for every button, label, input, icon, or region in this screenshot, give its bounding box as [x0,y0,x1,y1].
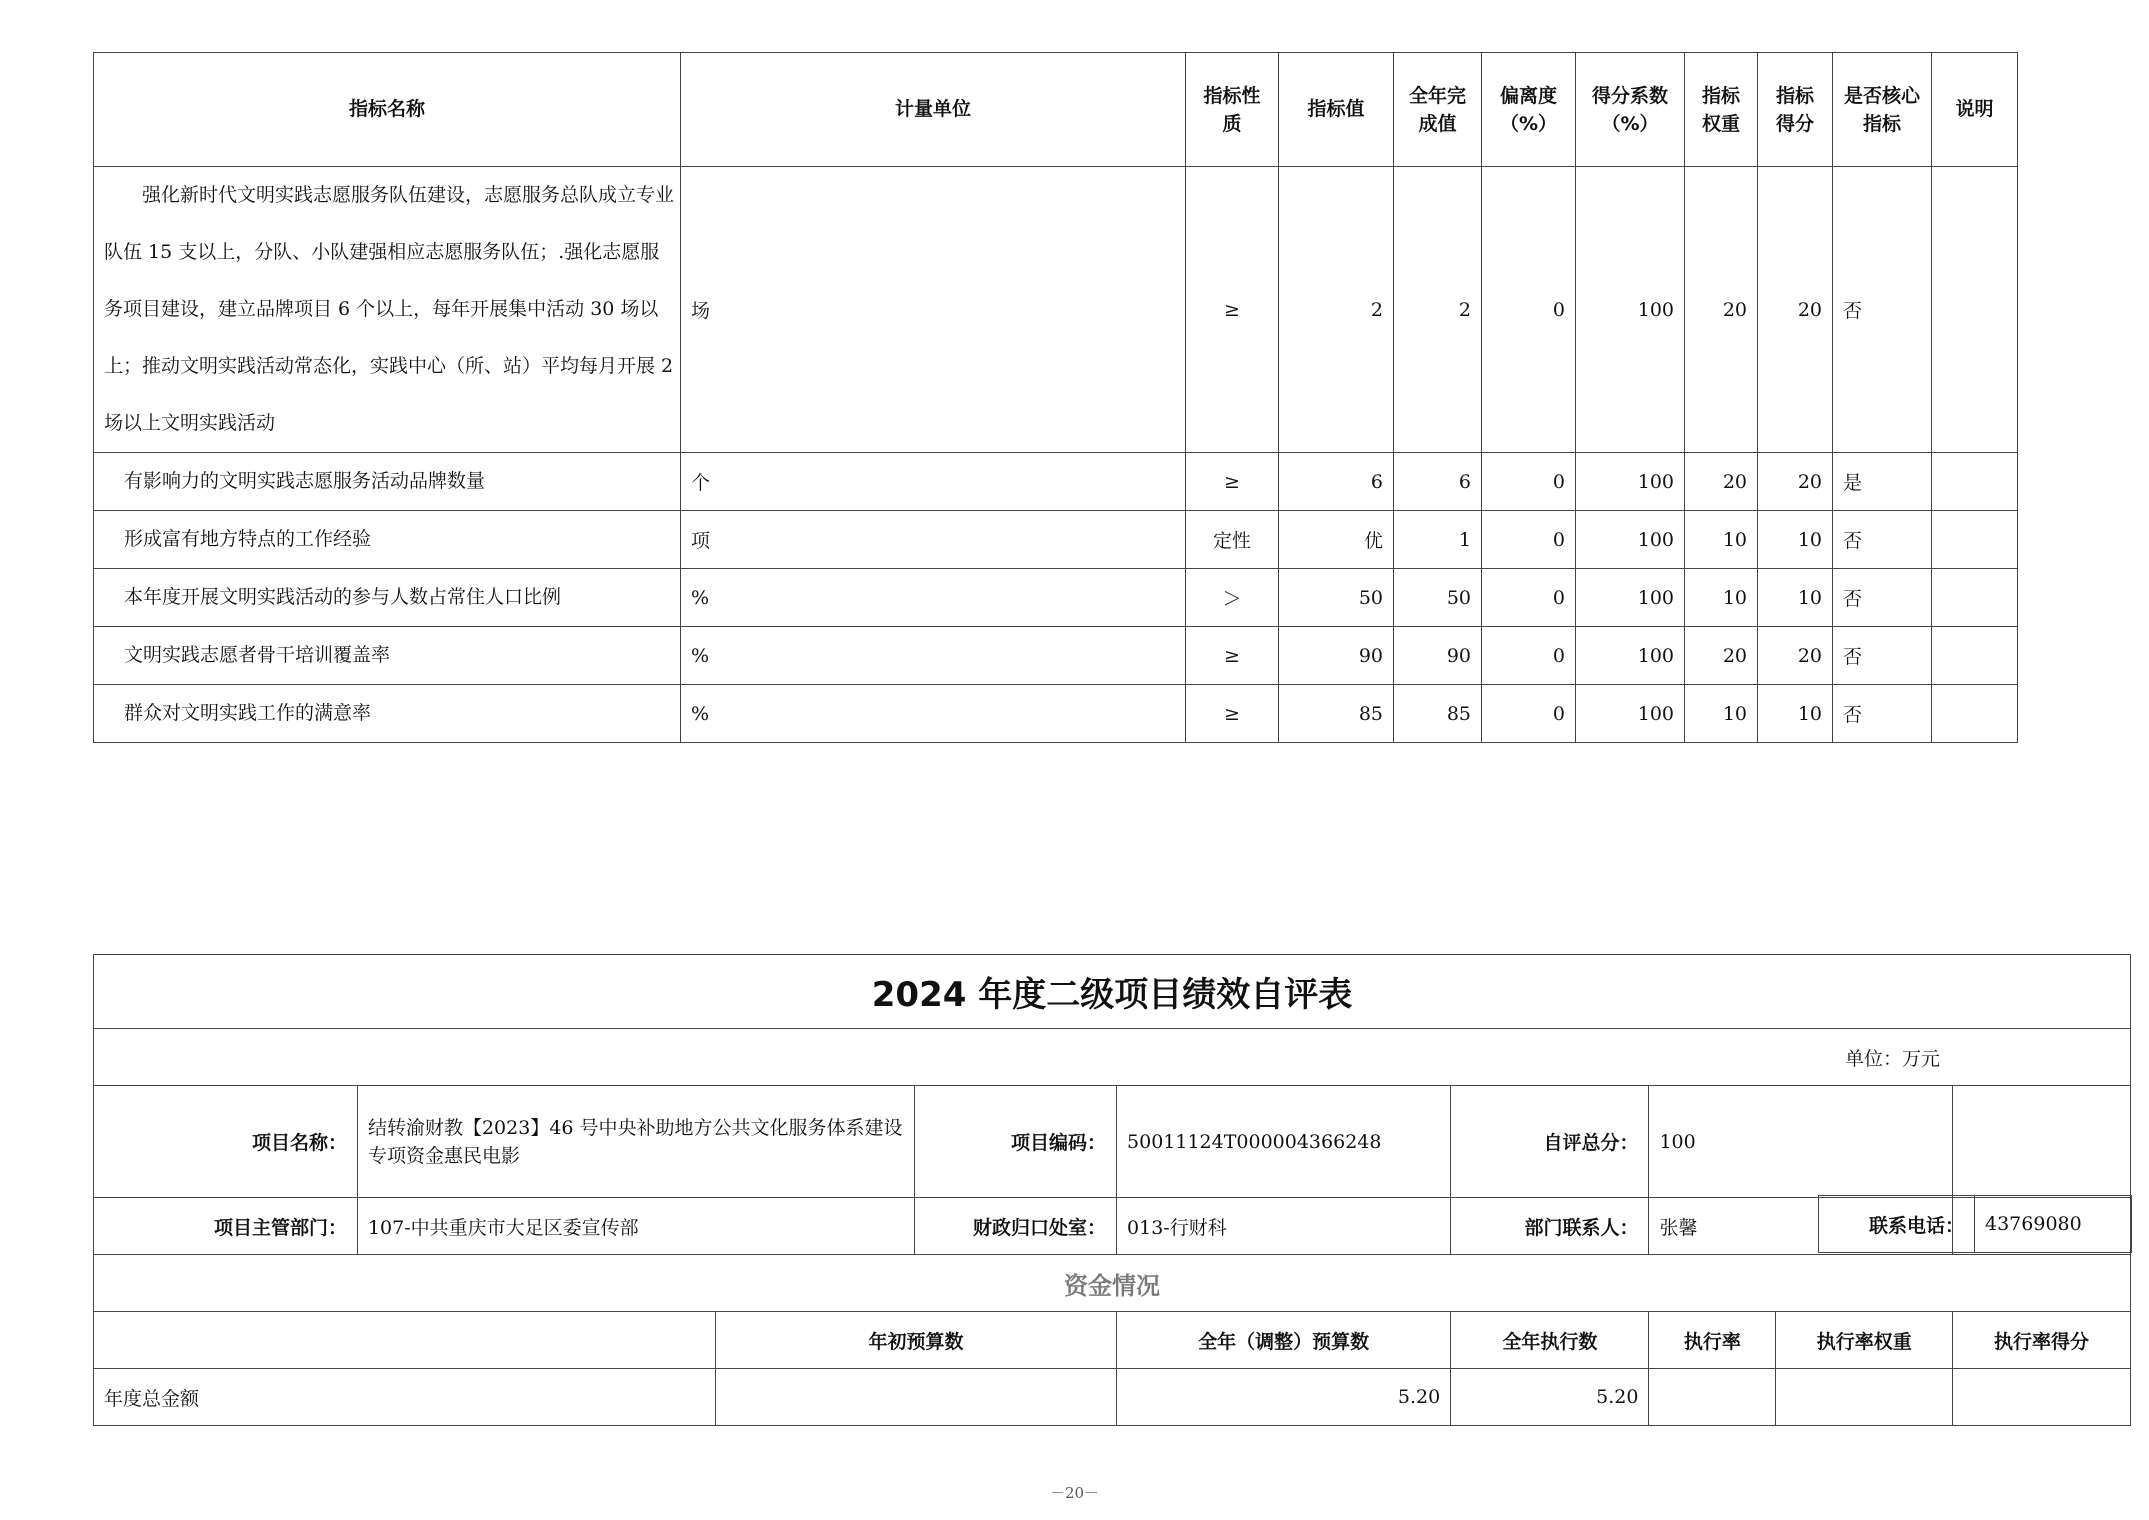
table-row [94,511,2018,569]
indicator-nature: ≥ [1186,167,1279,453]
indicator-core: 否 [1833,569,1932,627]
funds-section-heading: 资金情况 [94,1255,2131,1312]
indicator-note [1932,685,2018,743]
indicator-unit: 项 [681,511,1186,569]
header-target: 指标值 [1279,53,1394,167]
indicator-note [1932,453,2018,511]
indicator-score: 20 [1758,627,1833,685]
finance-label: 财政归口处室： [915,1198,1117,1255]
indicator-weight: 10 [1685,511,1758,569]
project-code-label: 项目编码： [915,1086,1117,1198]
funds-header-adjusted: 全年（调整）预算数 [1117,1312,1451,1369]
funds-initial [715,1369,1116,1426]
table-row [94,627,2018,685]
indicator-deviation: 0 [1482,569,1576,627]
funds-header-initial: 年初预算数 [715,1312,1116,1369]
indicator-note [1932,167,2018,453]
phone-label: 联系电话： [1819,1196,1975,1253]
indicator-weight: 20 [1685,453,1758,511]
indicator-note [1932,511,2018,569]
indicator-unit: % [681,627,1186,685]
indicator-deviation: 0 [1482,453,1576,511]
indicator-score: 10 [1758,685,1833,743]
header-unit: 计量单位 [681,53,1186,167]
funds-row-label: 年度总金额 [94,1369,716,1426]
indicator-coef: 100 [1576,569,1685,627]
indicator-weight: 10 [1685,685,1758,743]
funds-adjusted: 5.20 [1117,1369,1451,1426]
indicator-target: 50 [1279,569,1394,627]
indicator-actual: 50 [1394,569,1482,627]
self-score-label: 自评总分： [1451,1086,1649,1198]
header-core: 是否核心 指标 [1833,53,1932,167]
table-row [94,1369,2131,1426]
header-note: 说明 [1932,53,2018,167]
indicator-deviation: 0 [1482,511,1576,569]
header-score: 指标 得分 [1758,53,1833,167]
indicator-actual: 2 [1394,167,1482,453]
indicator-core: 否 [1833,511,1932,569]
indicator-target: 90 [1279,627,1394,685]
indicator-nature: ＞ [1186,569,1279,627]
dept-label: 项目主管部门： [94,1198,358,1255]
indicator-score: 10 [1758,511,1833,569]
indicator-name: 强化新时代文明实践志愿服务队伍建设，志愿服务总队成立专业队伍 15 支以上，分队、小队建强相应志愿服务队伍；.强化志愿服务项目建设，建立品牌项目 6 个以上，每年开展集中活动 30 场以上；推动文明实践活动常态化，实践中心（所、站）平均每月开展 2 场以上文明实践活动 [94,167,681,453]
funds-header-executed: 全年执行数 [1451,1312,1649,1369]
phone-table [1818,1195,2132,1253]
funds-rate-weight [1776,1369,1953,1426]
indicator-weight: 20 [1685,167,1758,453]
table-row [94,685,2018,743]
page-number: －20－ [1049,1484,1100,1502]
indicator-nature: 定性 [1186,511,1279,569]
indicator-coef: 100 [1576,511,1685,569]
indicator-core: 否 [1833,685,1932,743]
indicator-note [1932,569,2018,627]
indicator-unit: 个 [681,453,1186,511]
indicator-nature: ≥ [1186,453,1279,511]
indicator-target: 6 [1279,453,1394,511]
table-row [94,167,2018,453]
indicator-deviation: 0 [1482,167,1576,453]
indicator-score: 20 [1758,453,1833,511]
indicator-score: 10 [1758,569,1833,627]
dept-value: 107-中共重庆市大足区委宣传部 [357,1198,914,1255]
page-title: 2024 年度二级项目绩效自评表 [94,955,2131,1029]
unit-label: 单位：万元 [94,1029,2131,1086]
project-name: 结转渝财教【2023】46 号中央补助地方公共文化服务体系建设专项资金惠民电影 [357,1086,914,1198]
funds-executed: 5.20 [1451,1369,1649,1426]
contact-label: 部门联系人： [1451,1198,1649,1255]
funds-header-rate-score: 执行率得分 [1953,1312,2131,1369]
indicator-coef: 100 [1576,453,1685,511]
indicator-unit: 场 [681,167,1186,453]
indicator-header-row [94,53,2018,167]
indicator-unit: % [681,569,1186,627]
indicator-target: 优 [1279,511,1394,569]
self-score: 100 [1649,1086,1953,1198]
indicator-actual: 6 [1394,453,1482,511]
funds-header-rate-weight: 执行率权重 [1776,1312,1953,1369]
indicator-weight: 20 [1685,627,1758,685]
indicator-core: 是 [1833,453,1932,511]
indicator-target: 2 [1279,167,1394,453]
indicator-target: 85 [1279,685,1394,743]
project-code: 50011124T000004366248 [1117,1086,1451,1198]
table-row [94,569,2018,627]
indicator-name: 形成富有地方特点的工作经验 [94,511,681,569]
indicator-name: 本年度开展文明实践活动的参与人数占常住人口比例 [94,569,681,627]
header-coef: 得分系数 （%） [1576,53,1685,167]
indicator-name: 有影响力的文明实践志愿服务活动品牌数量 [94,453,681,511]
table-row [94,453,2018,511]
project-name-label: 项目名称： [94,1086,358,1198]
contact-value: 张馨 [1649,1198,1953,1255]
header-actual: 全年完 成值 [1394,53,1482,167]
indicator-note [1932,627,2018,685]
indicator-core: 否 [1833,627,1932,685]
empty-cell [1953,1086,2131,1198]
indicator-weight: 10 [1685,569,1758,627]
finance-value: 013-行财科 [1117,1198,1451,1255]
indicator-score: 20 [1758,167,1833,453]
indicator-coef: 100 [1576,167,1685,453]
evaluation-table [93,954,2131,1426]
indicator-name: 群众对文明实践工作的满意率 [94,685,681,743]
header-deviation: 偏离度 （%） [1482,53,1576,167]
indicator-nature: ≥ [1186,627,1279,685]
funds-header-rate: 执行率 [1649,1312,1776,1369]
header-nature: 指标性 质 [1186,53,1279,167]
indicator-coef: 100 [1576,627,1685,685]
indicator-coef: 100 [1576,685,1685,743]
indicator-nature: ≥ [1186,685,1279,743]
indicator-deviation: 0 [1482,685,1576,743]
indicator-core: 否 [1833,167,1932,453]
funds-header-blank [94,1312,716,1369]
indicator-actual: 1 [1394,511,1482,569]
funds-rate-score [1953,1369,2131,1426]
funds-rate [1649,1369,1776,1426]
indicator-deviation: 0 [1482,627,1576,685]
indicator-name: 文明实践志愿者骨干培训覆盖率 [94,627,681,685]
indicator-actual: 90 [1394,627,1482,685]
header-name: 指标名称 [94,53,681,167]
header-weight: 指标 权重 [1685,53,1758,167]
indicator-table [93,52,2018,743]
indicator-unit: % [681,685,1186,743]
indicator-actual: 85 [1394,685,1482,743]
phone-value: 43769080 [1975,1196,2132,1253]
